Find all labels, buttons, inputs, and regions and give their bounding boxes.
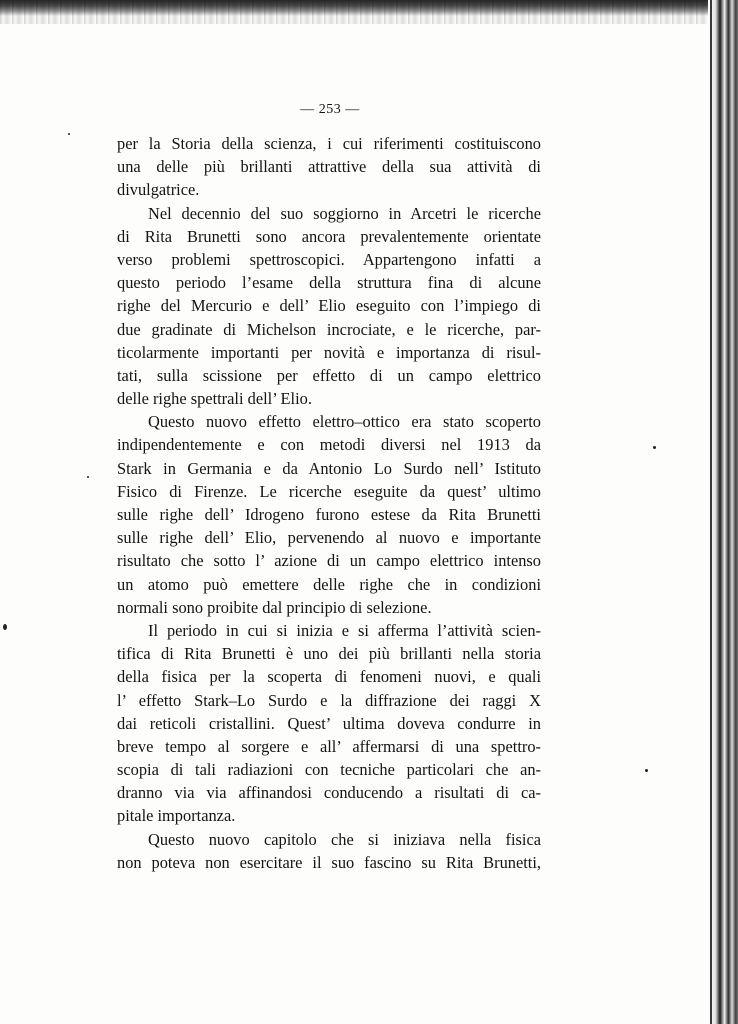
text-line: pitale importanza.	[117, 806, 236, 826]
text-line: tifica di Rita Brunetti è uno dei più brillanti nella storia	[117, 644, 541, 664]
text-line: per la Storia della scienza, i cui riferimenti costituiscono	[117, 134, 541, 153]
text-line: dai reticoli cristallini. Quest’ ultima doveva condurre in	[117, 713, 541, 733]
text-line: righe del Mercurio e dell’ Elio eseguito con l’impiego di	[117, 296, 541, 316]
scan-speck	[645, 769, 648, 772]
text-line: un atomo può emettere delle righe che in condizioni	[117, 574, 541, 594]
text-line: ticolarmente importanti per novità e importanza di risul-	[117, 342, 541, 362]
text-line: dranno via via affinandosi conducendo a risultati di ca-	[117, 783, 541, 803]
scan-speck	[87, 476, 89, 478]
scan-speck	[68, 133, 70, 135]
text-line: tati, sulla scissione per effetto di un campo elettrico	[117, 365, 541, 385]
text-line: Questo nuovo effetto elettro–ottico era stato scoperto	[148, 412, 541, 432]
text-line: sulle righe dell’ Elio, pervenendo al nuovo e importante	[117, 528, 541, 548]
text-line: Il periodo in cui si inizia e si afferma l’attività scien-	[148, 620, 541, 640]
scan-speck	[3, 624, 7, 630]
text-line: Nel decennio del suo soggiorno in Arcetri le ricerche	[148, 203, 541, 223]
text-line: delle righe spettrali dell’ Elio.	[117, 389, 312, 409]
text-line: una delle più brillanti attrattive della sua attività di	[117, 157, 541, 177]
body-text	[117, 132, 541, 874]
text-line: verso problemi spettroscopici. Appartengono infatti a	[117, 249, 541, 269]
text-line: divulgatrice.	[117, 180, 200, 200]
page-top-edge-noise	[0, 0, 738, 24]
binding-line	[710, 0, 712, 1024]
scan-speck	[653, 446, 656, 449]
text-line: non poteva non esercitare il suo fascino su Rita Brunetti,	[117, 852, 541, 872]
text-line: normali sono proibite dal principio di selezione.	[117, 597, 432, 617]
text-line: sulle righe dell’ Idrogeno furono estese da Rita Brunetti	[117, 505, 541, 524]
text-line: scopia di tali radiazioni con tecniche particolari che an-	[117, 760, 541, 780]
book-binding-gutter	[708, 0, 738, 1024]
text-line: due gradinate di Michelson incrociate, e le ricerche, par-	[117, 319, 541, 339]
text-line: Stark in Germania e da Antonio Lo Surdo nell’ Istituto	[117, 458, 541, 478]
text-line: di Rita Brunetti sono ancora prevalentemente orientate	[117, 226, 541, 246]
text-line: Fisico di Firenze. Le ricerche eseguite da quest’ ultimo	[117, 481, 541, 501]
text-line: l’ effetto Stark–Lo Surdo e la diffrazione dei raggi X	[117, 690, 541, 710]
text-line: indipendentemente e con metodi diversi nel 1913 da	[117, 435, 541, 455]
page-number: — 253 —	[300, 102, 360, 117]
text-line: risultato che sotto l’ azione di un campo elettrico intenso	[117, 551, 541, 571]
text-line: Questo nuovo capitolo che si iniziava nella fisica	[148, 829, 541, 849]
text-line: breve tempo al sorgere e all’ affermarsi di una spettro-	[117, 736, 541, 756]
text-line: questo periodo l’esame della struttura fina di alcune	[117, 273, 541, 293]
text-line: della fisica per la scoperta di fenomeni nuovi, e quali	[117, 667, 541, 687]
